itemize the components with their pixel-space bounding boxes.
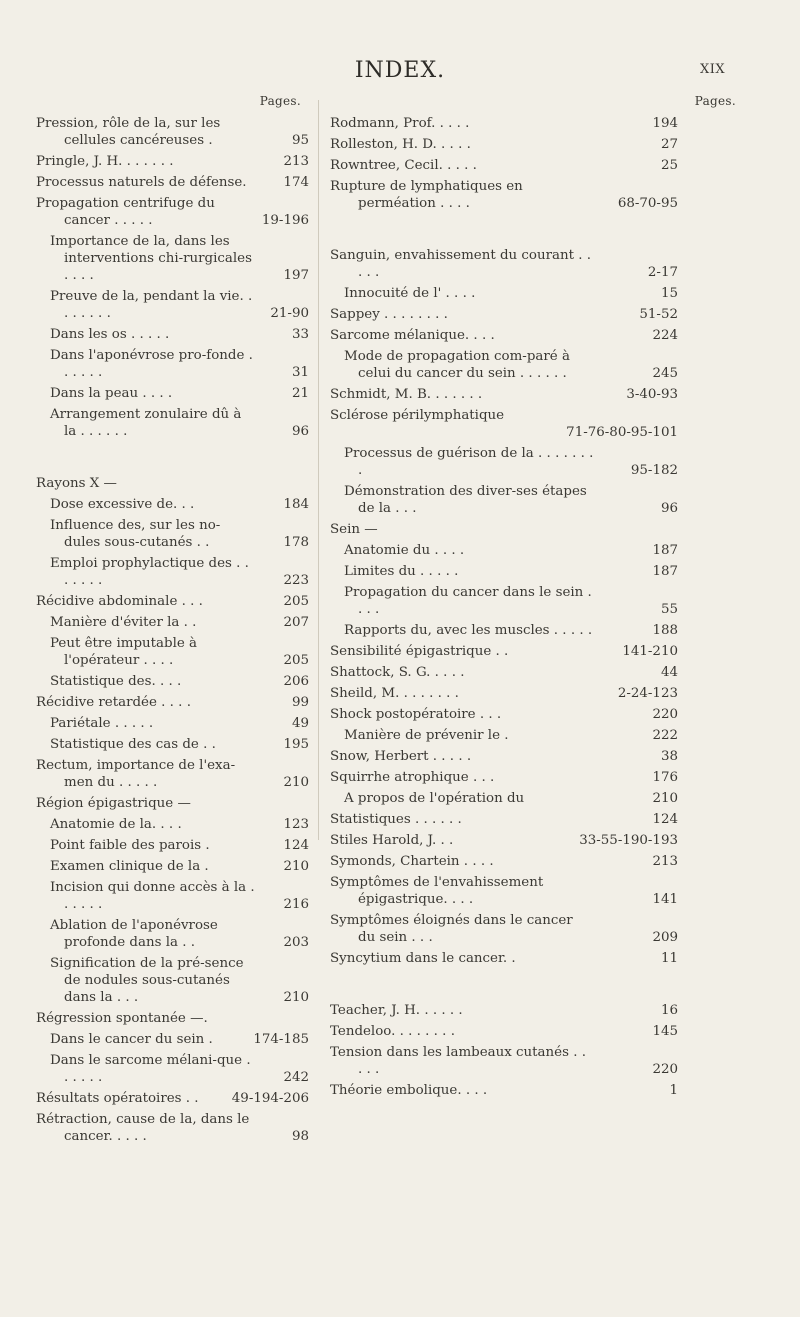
index-entry	[330, 285, 678, 302]
index-entry-text: Démonstration des diver-ses étapes de la . . .	[344, 484, 587, 516]
index-entry-pages: 213	[652, 854, 678, 869]
index-entry-text: Propagation du cancer dans le sein . . . .	[344, 585, 592, 617]
index-entry-pages: 96	[660, 501, 678, 516]
index-entry-pages: 3-40-93	[626, 387, 678, 402]
index-entry-pages: 188	[652, 623, 678, 638]
index-entry-text: Récidive retardée . . . .	[36, 695, 191, 710]
pages-column-header: Pages.	[259, 94, 301, 108]
index-entry-text: Rowntree, Cecil. . . . .	[330, 158, 477, 173]
index-entry-text: Incision qui donne accès à la . . . . . .	[50, 880, 255, 912]
index-entry	[36, 837, 309, 854]
index-entry	[330, 386, 678, 403]
index-entry	[36, 517, 309, 551]
index-entry-pages: 55	[660, 602, 678, 617]
index-entry-pages: 25	[660, 158, 678, 173]
index-entry	[36, 174, 309, 191]
index-entry-pages: 21	[291, 386, 309, 401]
index-entry-pages: 203	[283, 935, 309, 950]
index-entry-pages: 216	[283, 897, 309, 912]
index-entry-text: Anatomie de la. . . .	[50, 817, 182, 832]
index-entry-pages: 27	[660, 137, 678, 152]
index-entry	[330, 912, 678, 946]
index-entry	[36, 795, 309, 812]
index-entry-text: Rodmann, Prof. . . . .	[330, 116, 470, 131]
index-entry-pages: 123	[283, 817, 309, 832]
index-entry-text: Preuve de la, pendant la vie. . . . . . . .	[50, 289, 253, 321]
index-entry	[330, 407, 678, 441]
index-entry-text: Rayons X —	[36, 476, 117, 491]
index-entry	[330, 790, 678, 807]
index-entry	[330, 706, 678, 723]
index-entry-pages: 220	[652, 1062, 678, 1077]
index-entry-pages: 210	[283, 859, 309, 874]
index-entry-text: Sclérose périlymphatique	[330, 408, 505, 423]
index-entry	[36, 496, 309, 513]
index-entry-text: Symptômes éloignés dans le cancer du sein . . .	[330, 913, 573, 945]
index-entry-text: Dans l'aponévrose pro-fonde . . . . . .	[50, 348, 253, 380]
index-entry	[36, 955, 309, 1006]
index-entry-pages: 2-17	[647, 265, 678, 280]
index-entry-text: Dans la peau . . . .	[50, 386, 173, 401]
index-entry-text: Résultats opératoires . .	[36, 1091, 199, 1106]
index-entry-pages: 187	[652, 543, 678, 558]
index-entry	[36, 736, 309, 753]
index-entry-list	[36, 115, 309, 1145]
index-entry-pages: 145	[652, 1024, 678, 1039]
index-entry-text: Processus de guérison de la . . . . . . . .	[344, 446, 594, 478]
index-entry-pages: 11	[660, 951, 678, 966]
index-entry	[330, 950, 678, 967]
index-entry	[330, 727, 678, 744]
index-entry-pages: 95-182	[630, 463, 678, 478]
index-entry-pages: 15	[660, 286, 678, 301]
section-gap	[330, 971, 748, 1002]
index-entry	[330, 584, 678, 618]
index-entry-pages: 49	[291, 716, 309, 731]
index-entry-text: Rectum, importance de l'exa-men du . . . . .	[36, 758, 236, 790]
index-entry-pages: 213	[283, 154, 309, 169]
index-entry	[330, 136, 678, 153]
index-entry-pages: 49-194-206	[231, 1091, 309, 1106]
index-entry	[330, 811, 678, 828]
index-entry-pages: 38	[660, 749, 678, 764]
index-entry-text: Sappey . . . . . . . .	[330, 307, 448, 322]
index-entry	[330, 115, 678, 132]
index-entry	[36, 475, 309, 492]
index-entry	[36, 858, 309, 875]
index-entry-text: Pringle, J. H. . . . . . .	[36, 154, 174, 169]
index-entry	[330, 563, 678, 580]
index-entry-text: Dose excessive de. . .	[50, 497, 195, 512]
index-entry	[36, 1111, 309, 1145]
index-entry-pages: 2-24-123	[617, 686, 678, 701]
index-entry	[36, 153, 309, 170]
index-entry-pages: 206	[283, 674, 309, 689]
index-entry-text: Examen clinique de la .	[50, 859, 209, 874]
index-entry-pages: 1	[669, 1083, 678, 1098]
index-entry-text: Tension dans les lambeaux cutanés . . . . .	[330, 1045, 586, 1077]
index-entry	[330, 769, 678, 786]
index-entry	[36, 1052, 309, 1086]
index-entry-pages: 98	[291, 1129, 309, 1144]
index-entry-pages: 21-90	[270, 306, 309, 321]
index-entry	[330, 664, 678, 681]
index-entry	[330, 521, 678, 538]
index-entry-text: Théorie embolique. . . .	[330, 1083, 488, 1098]
index-entry-pages: 51-52	[639, 307, 678, 322]
index-entry-pages: 195	[283, 737, 309, 752]
index-entry-text: Mode de propagation com-paré à celui du cancer du sein . . . . . .	[344, 349, 570, 381]
index-entry	[330, 178, 678, 212]
section-gap	[36, 444, 309, 475]
index-entry-text: Limites du . . . . .	[344, 564, 459, 579]
index-entry-pages: 223	[283, 573, 309, 588]
index-entry-text: Shattock, S. G. . . . .	[330, 665, 465, 680]
index-entry-pages: 33-55-190-193	[579, 833, 678, 848]
index-entry-text: Ablation de l'aponévrose profonde dans la . .	[50, 918, 218, 950]
index-entry-text: Sarcome mélanique. . . .	[330, 328, 495, 343]
index-entry-pages: 174-185	[253, 1032, 309, 1047]
index-entry-pages: 205	[283, 594, 309, 609]
index-entry-pages: 44	[660, 665, 678, 680]
index-entry-text: Teacher, J. H. . . . . .	[330, 1003, 463, 1018]
index-entry	[36, 555, 309, 589]
index-entry-text: Signification de la pré-sence de nodules sous-cutanés dans la . . .	[50, 956, 244, 1005]
index-entry-text: Sheild, M. . . . . . . .	[330, 686, 459, 701]
index-entry	[330, 874, 678, 908]
index-entry	[330, 542, 678, 559]
index-entry	[330, 1023, 678, 1040]
index-entry-pages: 141-210	[622, 644, 678, 659]
index-entry-pages: 222	[652, 728, 678, 743]
index-entry-pages: 242	[283, 1070, 309, 1085]
index-entry	[330, 306, 678, 323]
index-entry-text: Rupture de lymphatiques en perméation . . . .	[330, 179, 523, 211]
index-entry-pages: 178	[283, 535, 309, 550]
index-entry-pages: 71-76-80-95-101	[566, 425, 678, 440]
page-number: XIX	[700, 62, 726, 77]
index-entry-text: Anatomie du . . . .	[344, 543, 465, 558]
index-entry-pages: 16	[660, 1003, 678, 1018]
index-entry-text: Squirrhe atrophique . . .	[330, 770, 495, 785]
index-entry-text: Dans le cancer du sein .	[50, 1032, 213, 1047]
index-entry-text: Région épigastrique —	[36, 796, 191, 811]
index-entry-pages: 220	[652, 707, 678, 722]
index-entry-text: Rétraction, cause de la, dans le cancer. . . . .	[36, 1112, 250, 1144]
index-entry	[36, 816, 309, 833]
index-entry	[36, 233, 309, 284]
index-entry-pages: 245	[652, 366, 678, 381]
index-entry	[330, 1044, 678, 1078]
index-entry-text: Dans les os . . . . .	[50, 327, 170, 342]
index-entry-text: A propos de l'opération du	[344, 791, 525, 806]
index-entry-text: Rapports du, avec les muscles . . . . .	[344, 623, 593, 638]
index-entry	[330, 685, 678, 702]
index-entry-text: Régression spontanée —.	[36, 1011, 208, 1026]
index-entry-text: Tendeloo. . . . . . . .	[330, 1024, 455, 1039]
index-entry-pages: 99	[291, 695, 309, 710]
index-entry-text: Sanguin, envahissement du courant . . . . .	[330, 248, 592, 280]
index-entry-text: Statistiques . . . . . .	[330, 812, 462, 827]
index-entry-pages: 210	[283, 990, 309, 1005]
index-entry	[330, 832, 678, 849]
index-entry-text: Shock postopératoire . . .	[330, 707, 502, 722]
index-entry	[36, 593, 309, 610]
index-entry	[36, 879, 309, 913]
index-entry-pages: 194	[652, 116, 678, 131]
index-entry	[330, 327, 678, 344]
page-title: INDEX.	[354, 58, 446, 83]
index-entry-pages: 124	[283, 838, 309, 853]
pages-column-header: Pages.	[694, 94, 736, 108]
index-entry-pages: 197	[283, 268, 309, 283]
index-entry-text: Symonds, Chartein . . . .	[330, 854, 494, 869]
left-column	[36, 93, 309, 1149]
index-entry-text: Arrangement zonulaire dû à la . . . . . .	[50, 407, 242, 439]
index-entry-pages: 207	[283, 615, 309, 630]
index-entry	[36, 635, 309, 669]
index-entry-text: Innocuité de l' . . . .	[344, 286, 476, 301]
index-entry-pages: 176	[652, 770, 678, 785]
index-entry	[330, 1082, 678, 1099]
index-entry-text: Manière d'éviter la . .	[50, 615, 197, 630]
index-entry	[36, 195, 309, 229]
index-entry-list	[330, 115, 748, 1099]
index-entry-pages: 68-70-95	[617, 196, 678, 211]
index-entry-text: Dans le sarcome mélani-que . . . . . .	[50, 1053, 251, 1085]
index-entry	[36, 614, 309, 631]
index-entry	[330, 157, 678, 174]
index-entry-text: Peut être imputable à l'opérateur . . . .	[50, 636, 198, 668]
index-entry-text: Rolleston, H. D. . . . .	[330, 137, 471, 152]
index-entry	[36, 917, 309, 951]
index-entry-pages: 187	[652, 564, 678, 579]
index-entry-text: Influence des, sur les no-dules sous-cutanés . .	[50, 518, 221, 550]
index-entry	[36, 673, 309, 690]
index-entry-text: Syncytium dans le cancer. .	[330, 951, 516, 966]
index-entry-pages: 95	[291, 133, 309, 148]
index-entry-text: Statistique des. . . .	[50, 674, 182, 689]
column-divider	[318, 100, 319, 840]
index-entry-pages: 210	[283, 775, 309, 790]
index-entry	[330, 483, 678, 517]
index-entry-text: Symptômes de l'envahissement épigastrique. . . .	[330, 875, 544, 907]
index-entry-pages: 205	[283, 653, 309, 668]
index-entry	[330, 1002, 678, 1019]
index-entry-pages: 224	[652, 328, 678, 343]
index-entry-text: Manière de prévenir le .	[344, 728, 509, 743]
index-entry	[330, 622, 678, 639]
index-entry-pages: 174	[283, 175, 309, 190]
index-entry	[36, 347, 309, 381]
index-entry	[36, 385, 309, 402]
index-entry-text: Statistique des cas de . .	[50, 737, 216, 752]
index-entry-pages: 31	[291, 365, 309, 380]
index-entry-text: Schmidt, M. B. . . . . . .	[330, 387, 483, 402]
index-entry	[36, 288, 309, 322]
index-entry-text: Emploi prophylactique des . . . . . . .	[50, 556, 249, 588]
index-entry-pages: 210	[652, 791, 678, 806]
index-entry	[36, 1010, 309, 1027]
index-entry-pages: 33	[291, 327, 309, 342]
index-entry-text: Stiles Harold, J. . .	[330, 833, 454, 848]
index-entry-pages: 19-196	[261, 213, 309, 228]
index-entry-text: Processus naturels de défense.	[36, 175, 247, 190]
index-entry-pages: 141	[652, 892, 678, 907]
index-entry	[330, 247, 678, 281]
index-entry-pages: 124	[652, 812, 678, 827]
index-entry	[330, 748, 678, 765]
index-entry	[36, 757, 309, 791]
index-entry-text: Propagation centrifuge du cancer . . . . .	[36, 196, 215, 228]
index-entry	[36, 406, 309, 440]
index-entry-text: Sein —	[330, 522, 378, 537]
index-entry-text: Récidive abdominale . . .	[36, 594, 203, 609]
index-entry-text: Point faible des parois .	[50, 838, 210, 853]
index-entry	[36, 326, 309, 343]
index-entry-text: Snow, Herbert . . . . .	[330, 749, 472, 764]
index-entry-pages: 209	[652, 930, 678, 945]
index-entry-pages: 184	[283, 497, 309, 512]
index-entry	[36, 1031, 309, 1048]
index-entry-text: Sensibilité épigastrique . .	[330, 644, 509, 659]
index-entry	[330, 445, 678, 479]
index-entry	[36, 115, 309, 149]
index-entry-pages: 96	[291, 424, 309, 439]
right-column	[330, 93, 748, 1103]
section-gap	[330, 216, 748, 247]
index-entry	[36, 1090, 309, 1107]
index-entry	[330, 643, 678, 660]
index-entry-text: Pression, rôle de la, sur les cellules cancéreuses .	[36, 116, 221, 148]
index-entry	[330, 348, 678, 382]
index-entry-text: Pariétale . . . . .	[50, 716, 154, 731]
index-entry	[36, 694, 309, 711]
index-entry	[330, 853, 678, 870]
index-entry	[36, 715, 309, 732]
index-entry-text: Importance de la, dans les interventions chi-rurgicales . . . .	[50, 234, 252, 283]
